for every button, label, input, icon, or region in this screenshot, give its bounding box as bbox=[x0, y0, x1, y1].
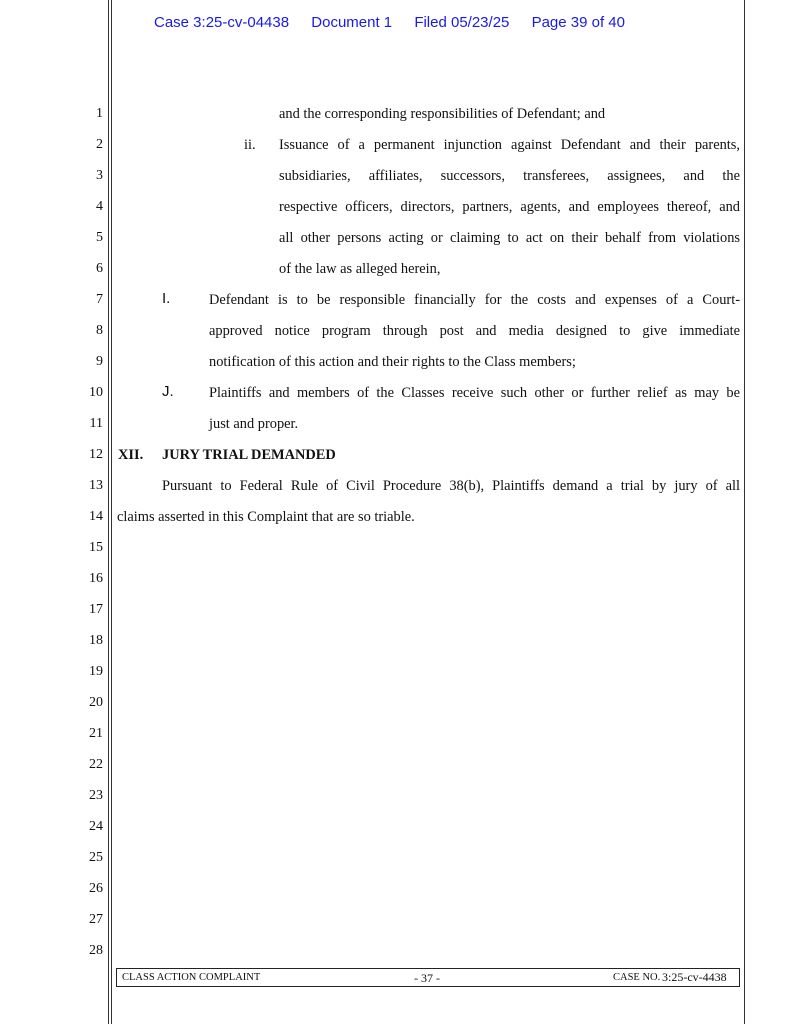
line-number: 20 bbox=[89, 695, 103, 710]
line-number: 21 bbox=[89, 726, 103, 741]
header-filed-date: Filed 05/23/25 bbox=[414, 14, 510, 31]
right-margin-rule bbox=[744, 0, 745, 1024]
item-ii-line: subsidiaries, affiliates, successors, transferees, assignees, and the bbox=[279, 168, 740, 184]
item-ii-line: Issuance of a permanent injunction against Defendant and their parents, bbox=[279, 137, 740, 153]
footer-case-number: 3:25-cv-4438 bbox=[662, 970, 727, 984]
header-page: Page 39 of 40 bbox=[531, 14, 625, 31]
header-document: Document 1 bbox=[311, 14, 393, 31]
line-number: 23 bbox=[89, 788, 103, 803]
item-J-line: just and proper. bbox=[209, 416, 299, 432]
line-number: 25 bbox=[89, 850, 103, 865]
line-number: 9 bbox=[96, 354, 103, 369]
line-number: 6 bbox=[96, 261, 103, 276]
section-number: XII. bbox=[118, 447, 144, 463]
paragraph-line: Pursuant to Federal Rule of Civil Procedure 38(b), Plaintiffs demand a trial by jury of all bbox=[162, 478, 740, 494]
item-J-line: Plaintiffs and members of the Classes receive such other or further relief as may be bbox=[209, 385, 740, 401]
item-I-marker: I. bbox=[162, 290, 171, 307]
line-number: 4 bbox=[96, 199, 103, 214]
line-number: 16 bbox=[89, 571, 103, 586]
line-number: 13 bbox=[89, 478, 103, 493]
line-number: 2 bbox=[96, 137, 103, 152]
paragraph-line: claims asserted in this Complaint that are so triable. bbox=[117, 509, 415, 525]
line-number: 12 bbox=[89, 447, 103, 462]
line-number: 22 bbox=[89, 757, 103, 772]
item-J-marker: J. bbox=[162, 383, 174, 400]
footer-title: CLASS ACTION COMPLAINT bbox=[122, 972, 261, 983]
ecf-header bbox=[154, 14, 643, 31]
footer-page-number: - 37 - bbox=[414, 971, 440, 985]
line-number: 1 bbox=[96, 106, 103, 121]
line-number: 14 bbox=[89, 509, 103, 524]
line-number: 8 bbox=[96, 323, 103, 338]
line-number: 17 bbox=[89, 602, 103, 617]
line-number: 7 bbox=[96, 292, 103, 307]
line-number: 11 bbox=[89, 416, 103, 431]
line-number: 26 bbox=[89, 881, 103, 896]
header-case-number: Case 3:25-cv-04438 bbox=[154, 14, 290, 31]
footer-case-label: CASE NO. bbox=[613, 972, 661, 983]
line-number: 10 bbox=[89, 385, 103, 400]
line-number: 19 bbox=[89, 664, 103, 679]
item-ii-line: all other persons acting or claiming to act on their behalf from violations bbox=[279, 230, 740, 246]
item-I-line: Defendant is to be responsible financially for the costs and expenses of a Court- bbox=[209, 292, 740, 308]
item-ii-marker: ii. bbox=[244, 137, 256, 153]
left-margin-rule-inner bbox=[111, 0, 112, 1024]
line-number: 15 bbox=[89, 540, 103, 555]
line-number: 24 bbox=[89, 819, 103, 834]
item-I-line: notification of this action and their rights to the Class members; bbox=[209, 354, 576, 370]
item-ii-line: of the law as alleged herein, bbox=[279, 261, 441, 277]
line-number: 3 bbox=[96, 168, 103, 183]
line-number: 18 bbox=[89, 633, 103, 648]
item-ii-line: respective officers, directors, partners, agents, and employees thereof, and bbox=[279, 199, 740, 215]
section-heading: JURY TRIAL DEMANDED bbox=[162, 447, 336, 463]
body-line-1: and the corresponding responsibilities of Defendant; and bbox=[279, 106, 606, 122]
line-number: 5 bbox=[96, 230, 103, 245]
line-number: 27 bbox=[89, 912, 103, 927]
item-I-line: approved notice program through post and media designed to give immediate bbox=[209, 323, 740, 339]
left-margin-rule-outer bbox=[108, 0, 109, 1024]
line-number: 28 bbox=[89, 943, 103, 958]
